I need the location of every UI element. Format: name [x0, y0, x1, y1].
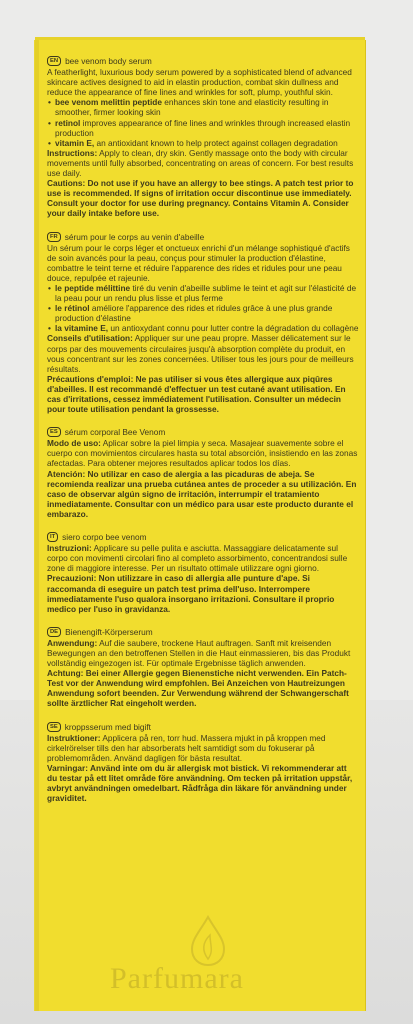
- usage-text: Auf die saubere, trockene Haut auftragen. Sanft mit kreisenden Bewegungen an den betroffenen Stellen in die Haut einmassieren, bis das Produkt vollständig eingezogen ist. Für optimale Ergebnisse täglich anwenden.: [47, 637, 351, 669]
- ingredient-item: [47, 303, 359, 323]
- section-heading: [47, 56, 359, 66]
- usage-paragraph: [47, 733, 359, 763]
- usage-label: Instruktioner:: [47, 732, 101, 743]
- usage-label: Conseils d'utilisation:: [47, 333, 133, 344]
- ingredient-item: [47, 138, 359, 148]
- language-badge: SE: [47, 722, 61, 732]
- usage-paragraph: [47, 148, 359, 178]
- ingredient-item: [47, 118, 359, 138]
- usage-label: Instructions:: [47, 147, 98, 158]
- language-badge: FR: [47, 232, 61, 242]
- usage-paragraph: [47, 543, 359, 573]
- caution-paragraph: Cautions: Do not use if you have an allergy to bee stings. A patch test prior to use is recommended. If signs of irritation occur discontinue use immediately. Consult your doctor for use during pregnancy. Contains Vitamin A. Consider your daily intake before use.: [47, 178, 354, 219]
- usage-label: Modo de uso:: [47, 438, 101, 449]
- box-left-edge: [35, 40, 39, 1011]
- intro-paragraph: A featherlight, luxurious body serum powered by a sophisticated blend of advanced skincare actives designed to aid in elastin production, combat skin dullness and reduce the appearance of fine lines and wrinkles for soft, plump, youthful skin.: [47, 67, 352, 98]
- ingredient-list: [47, 283, 359, 333]
- drop-logo-icon: [188, 915, 228, 967]
- watermark-brand: Parfumara: [110, 962, 244, 995]
- section-heading: [47, 627, 359, 637]
- ingredient-name: vitamin E,: [55, 137, 95, 148]
- usage-text: Apply to clean, dry skin. Gently massage onto the body with circular movements until fully absorbed, concentrating on areas of concern. For best results use daily.: [47, 147, 354, 179]
- section-heading: [47, 232, 359, 242]
- ingredient-name: retinol: [55, 117, 81, 128]
- usage-label: Anwendung:: [47, 637, 98, 648]
- usage-text: Applicare su pelle pulita e asciutta. Massaggiare delicatamente sul corpo con movimenti circolari fino al completo assorbimento, concentrandosi sulle zone di maggiore interesse. Per un risultato ottimale utilizzare ogni giorno.: [47, 543, 348, 574]
- section-heading: [47, 532, 359, 542]
- section-title: kroppsserum med bigift: [64, 721, 151, 732]
- caution-paragraph: Precauzioni: Non utilizzare in caso di allergia alle punture d'ape. Si raccomanda di eseguire un patch test prima dell'uso. Interrompere immediatamente l'uso qualora insorgano irritazioni. Consultare il proprio medico per l'uso in gravidanza.: [47, 573, 335, 614]
- ingredient-description: an antioxidant known to help protect against collagen degradation: [94, 137, 338, 148]
- section-it: [47, 532, 359, 614]
- ingredient-name: le peptide mélittine: [55, 282, 131, 293]
- section-title: bee venom body serum: [65, 56, 152, 66]
- ingredient-description: tiré du venin d'abeille sublime le teint et agit sur l'élasticité de la peau pour un rendu plus lisse et plus ferme: [55, 282, 357, 304]
- section-es: [47, 427, 359, 519]
- product-box-panel: [35, 40, 365, 1011]
- ingredient-description: améliore l'apparence des rides et ridules grâce à une plus grande production d'élastine: [55, 303, 333, 324]
- ingredient-item: [47, 97, 359, 117]
- language-badge: ES: [47, 427, 61, 437]
- usage-paragraph: [47, 438, 359, 468]
- intro-paragraph: Un sérum pour le corps léger et onctueux enrichi d'un mélange sophistiqué d'actifs de soin avancés pour la peau, conçus pour stimuler la production d'élastine, combattre le teint terne et réduire l'apparence des rides et ridules pour une peau douce, repulpée et rajeunie.: [47, 242, 350, 283]
- caution-paragraph: Achtung: Bei einer Allergie gegen Bienenstiche nicht verwenden. Ein Patch-Test vor der Anwendung wird empfohlen. Bei Anzeichen von Hautreizungen Anwendung sofort beenden. Zur Verwendung während der Schwangerschaft sollte ärztlicher Rat eingeholt werden.: [47, 668, 349, 709]
- section-heading: [47, 722, 359, 732]
- ingredient-description: improves appearance of fine lines and wrinkles through increased elastin production: [55, 117, 351, 138]
- ingredient-description: un antioxydant connu pour lutter contre la dégradation du collagène: [108, 323, 359, 334]
- usage-text: Appliquer sur une peau propre. Masser délicatement sur le corps par des mouvements circulaires jusqu'à absorption complète du produit, en vous concentrant sur les zones concernées. Utiliser tous les jours pour de meilleurs résultats.: [47, 333, 354, 374]
- section-fr: [47, 232, 359, 415]
- section-title: sérum corporal Bee Venom: [64, 427, 166, 438]
- caution-paragraph: Atención: No utilizar en caso de alergia a las picaduras de abeja. Se recomienda realizar una prueba cutánea antes de proceder a su utilización. En caso de observar algún signo de irritación, interrumpir el tratamiento inmediatamente. Consultar con un médico para usar este producto durante el embarazo.: [47, 468, 357, 519]
- section-title: sérum pour le corps au venin d'abeille: [64, 231, 205, 242]
- usage-text: Applicera på ren, torr hud. Massera mjukt in på kroppen med cirkelrörelser tills den har absorberats helt samtidigt som du fokuserar på problemområden. Använd dagligen för bästa resultat.: [47, 732, 326, 763]
- section-se: [47, 722, 359, 804]
- caution-paragraph: Précautions d'emploi: Ne pas utiliser si vous êtes allergique aux piqûres d'abeilles. Il est recommandé d'effectuer un test cutané avant utilisation. En cas d'irritations, cessez immédiatement l'utilisation. Consulter un médecin pour toute utilisation pendant la grossesse.: [47, 373, 346, 415]
- ingredient-name: la vitamine E,: [55, 323, 109, 334]
- ingredient-list: [47, 97, 359, 147]
- usage-paragraph: [47, 333, 359, 373]
- ingredient-name: bee venom melittin peptide: [55, 97, 162, 108]
- ingredient-description: enhances skin tone and elasticity resulting in smoother, firmer looking skin: [55, 97, 329, 118]
- usage-text: Aplicar sobre la piel limpia y seca. Masajear suavemente sobre el cuerpo con movimientos circulares hasta su total absorción, insistiendo en las zonas afectadas. Para obtener mejores resultados aplicar todos los días.: [47, 438, 358, 469]
- section-heading: [47, 427, 359, 437]
- section-de: [47, 627, 359, 709]
- ingredient-name: le rétinol: [55, 303, 90, 314]
- section-title: Bienengift-Körperserum: [65, 626, 153, 637]
- ingredient-item: [47, 283, 359, 303]
- usage-label: Instruzioni:: [47, 543, 92, 554]
- usage-paragraph: [47, 638, 359, 668]
- language-badge: IT: [47, 532, 58, 542]
- caution-paragraph: Varningar: Använd inte om du är allergisk mot bistick. Vi rekommenderar att du testar på ett litet område före användning. Om tecken på irritation uppstår, avbryt användningen omedelbart. Rådfråga din läkare för användning under graviditet.: [47, 762, 353, 804]
- instructions-text: [47, 56, 359, 816]
- ingredient-item: [47, 323, 359, 333]
- section-title: siero corpo bee venom: [62, 532, 147, 543]
- section-en: [47, 56, 359, 219]
- language-badge: EN: [47, 56, 61, 66]
- language-badge: DE: [47, 627, 61, 637]
